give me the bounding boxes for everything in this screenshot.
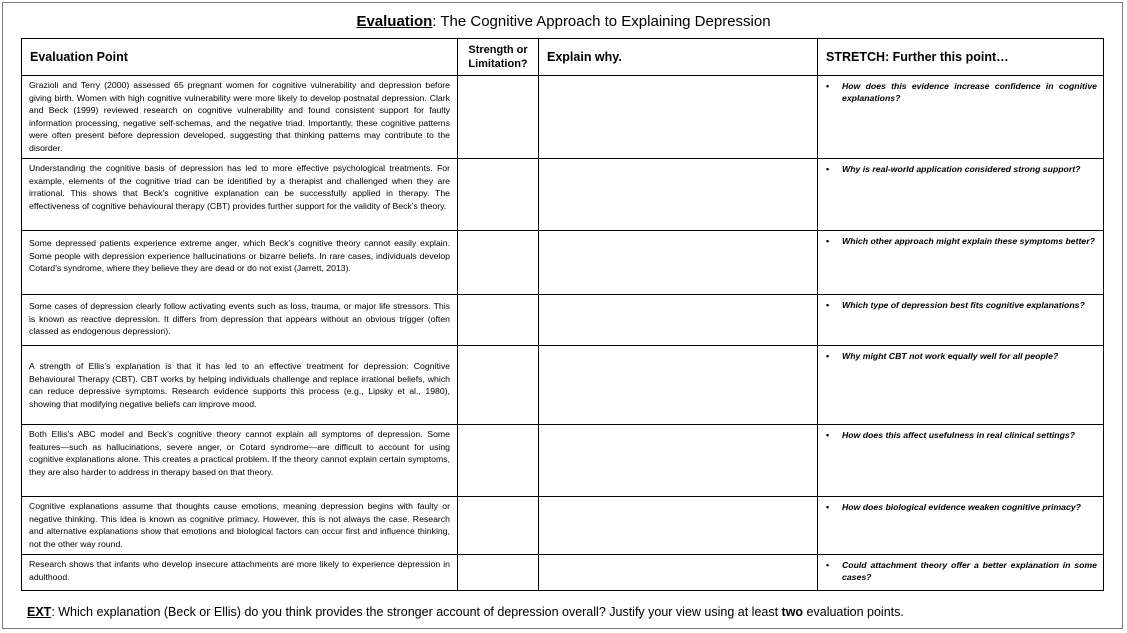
table-row	[22, 346, 1104, 425]
stretch-cell	[818, 76, 1104, 159]
strength-cell[interactable]	[458, 555, 539, 591]
table-row	[22, 231, 1104, 295]
evaluation-point-text: Cognitive explanations assume that thoughts cause emotions, meaning depression begins with faulty or negative thinking. This idea is known as cognitive primacy. However, this is not always the case. Research and alternative explanations show that emotions and biological factors can occur first and influence thinking, not the other way round.	[29, 501, 450, 549]
header-evaluation-point: Evaluation Point	[22, 39, 458, 76]
evaluation-point-text: Some cases of depression clearly follow activating events such as loss, trauma, or major life stressors. This is known as reactive depression. It differs from depression that appears without an obvious trigger (often classed as endogenous depression).	[29, 301, 450, 337]
strength-cell[interactable]	[458, 231, 539, 295]
evaluation-point-cell	[22, 425, 458, 497]
table-row	[22, 425, 1104, 497]
evaluation-point-text: Understanding the cognitive basis of depression has led to more effective psychological treatments. For example, elements of the cognitive triad can be identified by a therapist and challenged when they are irrational. This shows that Beck’s cognitive explanation can be successfully applied in therapy. The effectiveness of cognitive behavioural therapy (CBT) provides further support for the validity of Beck’s theory.	[29, 163, 450, 211]
stretch-cell	[818, 295, 1104, 346]
table-row	[22, 159, 1104, 231]
extension-task	[27, 603, 904, 621]
stretch-cell	[818, 425, 1104, 497]
explain-cell[interactable]	[539, 231, 818, 295]
explain-cell[interactable]	[539, 295, 818, 346]
bullet-icon: •	[826, 502, 830, 512]
evaluation-point-text: Some depressed patients experience extreme anger, which Beck’s cognitive theory cannot easily explain. Some people with depression experience hallucinations or bizarre beliefs. In rare cases, individuals develop Cotard’s syndrome, where they believe they are dead or do not exist (Jarrett, 2013).	[29, 238, 450, 274]
bullet-icon: •	[826, 236, 830, 246]
evaluation-point-cell	[22, 497, 458, 555]
evaluation-point-text: Both Ellis’s ABC model and Beck’s cognitive theory cannot explain all symptoms of depression. Some features—such as hallucinations, severe anger, or Cotard syndrome—are difficult to account for using cognitive explanations alone. This creates a practical problem. If the theory cannot explain certain symptoms, they are also harder to address in therapy based on that theory.	[29, 429, 450, 477]
explain-cell[interactable]	[539, 346, 818, 425]
stretch-question: Could attachment theory offer a better explanation in some cases?	[842, 560, 1097, 582]
evaluation-point-cell	[22, 76, 458, 159]
stretch-question: Which other approach might explain these symptoms better?	[842, 236, 1095, 246]
strength-cell[interactable]	[458, 295, 539, 346]
evaluation-point-cell	[22, 159, 458, 231]
ext-emphasis: two	[781, 605, 804, 619]
header-stretch: STRETCH: Further this point…	[818, 39, 1104, 76]
strength-cell[interactable]	[458, 425, 539, 497]
explain-cell[interactable]	[539, 76, 818, 159]
stretch-cell	[818, 159, 1104, 231]
evaluation-table	[21, 38, 1104, 591]
stretch-question: How does this evidence increase confidence in cognitive explanations?	[842, 81, 1097, 103]
stretch-question: How does biological evidence weaken cognitive primacy?	[842, 502, 1081, 512]
bullet-icon: •	[826, 351, 830, 361]
table-row	[22, 76, 1104, 159]
strength-cell[interactable]	[458, 159, 539, 231]
evaluation-point-cell	[22, 231, 458, 295]
strength-cell[interactable]	[458, 76, 539, 159]
stretch-question: How does this affect usefulness in real clinical settings?	[842, 430, 1076, 440]
evaluation-point-text: Grazioli and Terry (2000) assessed 65 pregnant women for cognitive vulnerability and depression before giving birth. Women with high cognitive vulnerability were more likely to develop postnatal depression. Clark and Beck (1999) reviewed research on cognitive vulnerability and found consistent support for faulty information processing, negative self-schemas, and the negative triad. Importantly, these cognitive patterns were often present before depression developed, suggesting that thinking patterns may contribute to the disorder.	[29, 80, 450, 153]
explain-cell[interactable]	[539, 159, 818, 231]
title-rest: : The Cognitive Approach to Explaining Depression	[432, 13, 771, 30]
strength-cell[interactable]	[458, 497, 539, 555]
evaluation-point-cell	[22, 295, 458, 346]
evaluation-point-cell	[22, 346, 458, 425]
evaluation-point-cell	[22, 555, 458, 591]
bullet-icon: •	[826, 81, 830, 91]
strength-cell[interactable]	[458, 346, 539, 425]
table-row	[22, 555, 1104, 591]
stretch-cell	[818, 497, 1104, 555]
explain-cell[interactable]	[539, 555, 818, 591]
stretch-question: Why might CBT not work equally well for all people?	[842, 351, 1059, 361]
title-bold: Evaluation	[356, 13, 433, 30]
header-explain-why: Explain why.	[539, 39, 818, 76]
page-title	[0, 12, 1127, 32]
ext-label: EXT	[27, 605, 52, 619]
explain-cell[interactable]	[539, 497, 818, 555]
bullet-icon: •	[826, 430, 830, 440]
evaluation-point-text: Research shows that infants who develop insecure attachments are more likely to experience depression in adulthood.	[29, 559, 450, 582]
bullet-icon: •	[826, 300, 830, 310]
table-row	[22, 497, 1104, 555]
explain-cell[interactable]	[539, 425, 818, 497]
header-strength-or-limitation: Strength or Limitation?	[458, 39, 539, 76]
evaluation-point-text: A strength of Ellis’s explanation is that it has led to an effective treatment for depression: Cognitive Behavioural Therapy (CBT). CBT works by helping individuals challenge and replace irrational beliefs, which can reduce depressive symptoms. Research evidence supports this process (e.g., Lipsky et al., 1980), showing that modifying negative beliefs can improve mood.	[29, 361, 450, 409]
stretch-question: Why is real-world application considered strong support?	[842, 164, 1081, 174]
bullet-icon: •	[826, 560, 830, 570]
stretch-cell	[818, 231, 1104, 295]
stretch-cell	[818, 346, 1104, 425]
bullet-icon: •	[826, 164, 830, 174]
ext-text-after: evaluation points.	[803, 605, 904, 619]
table-row	[22, 295, 1104, 346]
ext-text-before: : Which explanation (Beck or Ellis) do you think provides the stronger account of depression overall? Justify your view using at least	[51, 605, 782, 619]
header-row	[22, 39, 1104, 76]
stretch-question: Which type of depression best fits cognitive explanations?	[842, 300, 1085, 310]
stretch-cell	[818, 555, 1104, 591]
